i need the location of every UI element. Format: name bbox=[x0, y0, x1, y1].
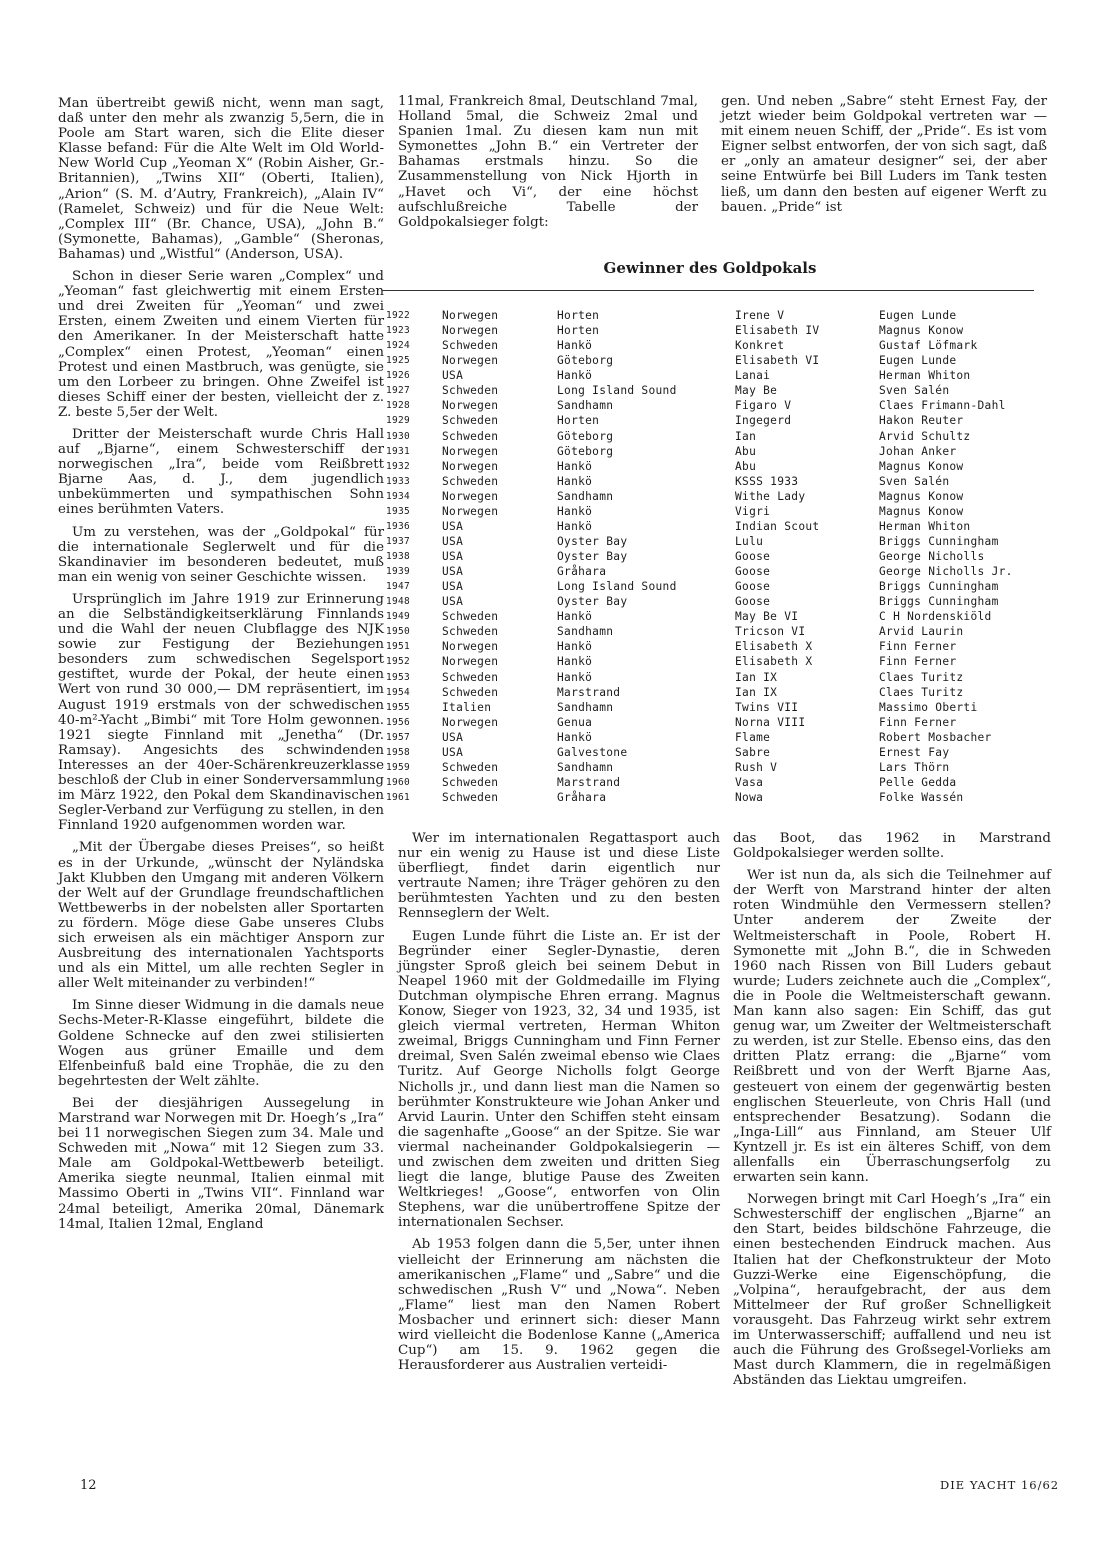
cell-yacht: Norna VIII bbox=[735, 715, 806, 729]
paragraph: Schon in dieser Serie waren „Complex“ und „Yeoman“ fast gleichwertig mit einem Ersten und drei Zweiten für „Yeoman“ und zwei Ersten, einem Zweiten und einem Vierten für den Amerikaner. In der Meisterschaft hatte „Complex“ einen Protest, „Yeoman“ einen Protest und einen Mastbruch, was genügte, sie um den Lorbeer zu bringen. Ohne Zweifel ist dieses Schiff einer der besten, vielleicht der z. Z. beste 5,5er der Welt. bbox=[58, 269, 384, 420]
paragraph: Wer ist nun da, als sich die Teilnehmer auf der Werft von Marstrand hinter der alten roten Windmühle den Vermessern stellen? Unter anderem der Zweite der Weltmeisterschaft in Poole, Robert H. Symonette mit „John B.“, die in Schweden 1960 nach Rissen von Bill Luders gebaut wurde; Luders zeichnete auch die „Complex“, die in Poole die Weltmeisterschaft gewann. Man kann also sagen: Ein Schiff, das gut genug war, um Zweiter der Weltmeisterschaft zu werden, ist zur Stelle. Ebenso eins, das den dritten Platz errang: die „Bjarne“ vom Reißbrett und von der Werft Bjarne Aas, gesteuert von einem der gegenwärtig besten englischen Steuerleute, von Chris Hall (und entsprechender Besatzung). Sodann die „Inga-Lill“ aus Finnland, am Steuer Ulf Kyntzell jr. Es ist ein älteres Schiff, von dem allenfalls ein Überraschungserfolg zu erwarten sein kann. bbox=[733, 868, 1051, 1186]
cell-year: 1922 bbox=[386, 310, 411, 321]
table-row bbox=[386, 730, 1036, 745]
middle-bottom-column bbox=[398, 831, 720, 1380]
cell-venue: Gråhara bbox=[557, 565, 607, 579]
cell-venue: Galvestone bbox=[557, 745, 628, 759]
cell-country: USA bbox=[442, 550, 464, 563]
cell-venue: Genua bbox=[557, 715, 593, 729]
cell-country: Schweden bbox=[442, 474, 499, 488]
cell-venue: Göteborg bbox=[557, 444, 614, 458]
paragraph: 11mal, Frankreich 8mal, Deutschland 7mal, Holland 5mal, die Schweiz 2mal und Spanien 1mal. Zu diesen kam nun mit Symonettes „John B.“ ein Vertreter der Bahamas erstmals hinzu. So die Zusammenstellung von Nick Hjorth in „Havet och Vi“, der eine höchst aufschlußreiche Tabelle der Goldpokalsieger folgt: bbox=[398, 94, 698, 230]
cell-year: 1955 bbox=[386, 701, 411, 713]
paragraph: Dritter der Meisterschaft wurde Chris Hall auf „Bjarne“, einem Schwesterschiff der norwegischen „Ira“, beide vom Reißbrett Bjarne Aas, d. J., dem jugendlich unbekümmerten und sympathischen Sohn eines berühmten Vaters. bbox=[58, 426, 384, 518]
cell-year: 1960 bbox=[386, 776, 411, 788]
cell-country: Schweden bbox=[442, 670, 499, 684]
table-row bbox=[386, 685, 1036, 700]
paragraph: Eugen Lunde führt die Liste an. Er ist der Begründer einer Segler-Dynastie, deren jüngster Sproß gleich bei seinem Debut in Neapel 1960 mit der Goldmedaille im Flying Dutchman olympische Ehren errang. Magnus Konow, Sieger von 1923, 32, 34 und 1935, ist gleich viermal vertreten, Herman Whiton zweimal, Briggs Cunningham und Finn Ferner dreimal, Sven Salén zweimal ebenso wie Claes Turitz. Auf George Nicholls folgt George Nicholls jr., und dann liest man die Namen so berühmter Konstrukteure wie Johan Anker und Arvid Laurin. Unter den Schiffen steht einsam die sagenhafte „Goose“ an der Spitze. Sie war viermal nacheinander Goldpokalsiegerin — und zwischen dem zweiten und dritten Sieg liegt die lange, blutige Pause des Zweiten Weltkrieges! „Goose“, entworfen von Olin Stephens, war die unübertroffene Spitze der internationalen Sechser. bbox=[398, 928, 720, 1231]
cell-yacht: Goose bbox=[735, 580, 771, 594]
cell-country: Schweden bbox=[442, 625, 499, 639]
cell-year: 1930 bbox=[386, 430, 411, 442]
cell-owner: Gustaf Löfmark bbox=[879, 339, 978, 353]
cell-venue: Oyster Bay bbox=[557, 534, 628, 548]
cell-yacht: Abu bbox=[735, 444, 757, 458]
cell-year: 1937 bbox=[386, 535, 411, 547]
right-bottom-column bbox=[733, 831, 1051, 1395]
cell-venue: Hankö bbox=[557, 640, 593, 654]
cell-venue: Hankö bbox=[557, 339, 593, 353]
cell-yacht: Tricson VI bbox=[735, 625, 806, 639]
table-row bbox=[386, 474, 1036, 489]
cell-year: 1947 bbox=[386, 581, 411, 593]
paragraph: Ursprünglich im Jahre 1919 zur Erinnerung an die Selbständigkeitserklärung Finnlands und die Wahl der neuen Clubflagge des NJK sowie zur Festigung der Beziehungen besonders zum schwedischen Segelsport gestiftet, wurde der Pokal, der heute einen Wert von rund 30 000,— DM repräsentiert, im August 1919 erstmals von der schwedischen 40-m²-Yacht „Bimbi“ mit Tore Holm gewonnen. 1921 siegte Finnland mit „Jenetha“ (Dr. Ramsay). Angesichts des schwindenden Interesses an der 40er-Schärenkreuzerklasse beschloß der Club in einer Sonderversammlung im März 1922, den Pokal dem Skandinavischen Segler-Verband zur Verfügung zu stellen, in den Finnland 1920 aufgenommen worden war. bbox=[58, 591, 384, 834]
cell-yacht: Lanai bbox=[735, 369, 771, 383]
table-row bbox=[386, 594, 1036, 609]
cell-yacht: Lulu bbox=[735, 534, 764, 548]
cell-owner: Johan Anker bbox=[879, 444, 957, 458]
cell-owner: Magnus Konow bbox=[879, 489, 964, 503]
cell-country: Norwegen bbox=[442, 655, 499, 669]
cell-owner: Sven Salén bbox=[879, 384, 950, 398]
cell-owner: Finn Ferner bbox=[879, 640, 957, 654]
cell-year: 1939 bbox=[386, 566, 411, 578]
cell-yacht: Goose bbox=[735, 595, 771, 609]
table-row bbox=[386, 549, 1036, 564]
table-row bbox=[386, 413, 1036, 428]
cell-country: Norwegen bbox=[442, 354, 499, 368]
cell-venue: Hankö bbox=[557, 369, 593, 383]
cell-owner: Arvid Schultz bbox=[879, 429, 971, 443]
cell-venue: Hankö bbox=[557, 459, 593, 473]
cell-yacht: Flame bbox=[735, 730, 771, 744]
paragraph: Bei der diesjährigen Aussegelung in Marstrand war Norwegen mit Dr. Hoegh’s „Ira“ bei 11 norwegischen Siegen zum 34. Male und Schweden mit „Nowa“ mit 12 Siegen zum 33. Male am Goldpokal-Wettbewerb beteiligt. Amerika siegte neunmal, Italien einmal mit Massimo Oberti in „Twins VII“. Finnland war 24mal beteiligt, Amerika 20mal, Dänemark 14mal, Italien 12mal, England bbox=[58, 1095, 384, 1232]
table-row bbox=[386, 639, 1036, 654]
table-row bbox=[386, 760, 1036, 775]
cell-owner: Magnus Konow bbox=[879, 324, 964, 338]
cell-yacht: Sabre bbox=[735, 745, 771, 759]
cell-year: 1957 bbox=[386, 731, 411, 743]
cell-venue: Long Island Sound bbox=[557, 384, 677, 398]
cell-country: Norwegen bbox=[442, 459, 499, 473]
cell-year: 1928 bbox=[386, 400, 411, 412]
cell-year: 1936 bbox=[386, 520, 411, 532]
cell-venue: Long Island Sound bbox=[557, 580, 677, 594]
cell-owner: Hakon Reuter bbox=[879, 414, 964, 428]
paragraph: Wer im internationalen Regattasport auch nur ein wenig zu Hause ist und diese Liste überfliegt, findet darin eigentlich nur vertraute Namen; ihre Träger gehören zu den berühmtesten Yachten und zu den besten Rennseglern der Welt. bbox=[398, 831, 720, 922]
cell-venue: Marstrand bbox=[557, 685, 621, 699]
cell-venue: Göteborg bbox=[557, 429, 614, 443]
paragraph: gen. Und neben „Sabre“ steht Ernest Fay, der jetzt wieder beim Goldpokal vertreten war — mit einem neuen Schiff, der „Pride“. Es ist vom Eigner selbst entworfen, der von sich sagt, daß er „only an amateur designer“ sei, der aber seine Entwürfe bei Bill Luders im Tank testen ließ, um dann den besten auf eigener Werft zu bauen. „Pride“ ist bbox=[721, 94, 1047, 215]
table-row bbox=[386, 444, 1036, 459]
table-row bbox=[386, 700, 1036, 715]
cell-country: Schweden bbox=[442, 775, 499, 789]
magazine-footer: DIE YACHT 16/62 bbox=[940, 1478, 1060, 1492]
cell-owner: Sven Salén bbox=[879, 474, 950, 488]
cell-yacht: Vasa bbox=[735, 775, 764, 789]
table-row bbox=[386, 429, 1036, 444]
cell-owner: Folke Wassén bbox=[879, 791, 964, 804]
table-row bbox=[386, 790, 1036, 805]
cell-yacht: Elisabeth X bbox=[735, 655, 813, 669]
cell-venue: Göteborg bbox=[557, 354, 614, 368]
cell-year: 1933 bbox=[386, 475, 411, 487]
cell-owner: Finn Ferner bbox=[879, 655, 957, 669]
table-row bbox=[386, 609, 1036, 624]
cell-year: 1923 bbox=[386, 325, 411, 337]
cell-owner: Eugen Lunde bbox=[879, 309, 957, 322]
cell-country: Norwegen bbox=[442, 489, 499, 503]
table-row bbox=[386, 579, 1036, 594]
paragraph: Um zu verstehen, was der „Goldpokal“ für die internationale Seglerwelt und für die Skandinavier im besonderen bedeutet, muß man ein wenig von seiner Geschichte wissen. bbox=[58, 524, 384, 585]
table-row bbox=[386, 534, 1036, 549]
cell-venue: Oyster Bay bbox=[557, 550, 628, 563]
cell-yacht: Elisabeth VI bbox=[735, 354, 820, 368]
cell-owner: Herman Whiton bbox=[879, 369, 971, 383]
cell-country: Norwegen bbox=[442, 444, 499, 458]
cell-owner: Pelle Gedda bbox=[879, 775, 957, 789]
table-row bbox=[386, 624, 1036, 639]
cell-country: USA bbox=[442, 369, 464, 383]
cell-yacht: Elisabeth IV bbox=[735, 324, 820, 338]
cell-country: Norwegen bbox=[442, 309, 499, 322]
cell-year: 1938 bbox=[386, 551, 411, 562]
cell-country: USA bbox=[442, 580, 464, 594]
left-column bbox=[58, 96, 384, 1239]
cell-yacht: May Be bbox=[735, 384, 778, 398]
cell-owner: Briggs Cunningham bbox=[879, 534, 999, 548]
cell-owner: Magnus Konow bbox=[879, 504, 964, 518]
table-row bbox=[386, 459, 1036, 474]
cell-owner: Finn Ferner bbox=[879, 715, 957, 729]
cell-year: 1935 bbox=[386, 505, 411, 517]
table-row bbox=[386, 383, 1036, 398]
cell-venue: Sandhamn bbox=[557, 760, 614, 774]
winners-table-body bbox=[386, 308, 1036, 805]
table-row bbox=[386, 519, 1036, 534]
cell-year: 1934 bbox=[386, 490, 411, 502]
table-row bbox=[386, 338, 1036, 353]
right-top-column bbox=[721, 94, 1047, 222]
cell-venue: Hankö bbox=[557, 730, 593, 744]
cell-owner: Massimo Oberti bbox=[879, 700, 978, 714]
cell-yacht: Withe Lady bbox=[735, 489, 806, 503]
cell-venue: Sandhamn bbox=[557, 625, 614, 639]
cell-yacht: Ian bbox=[735, 429, 757, 443]
cell-country: Italien bbox=[442, 700, 492, 714]
cell-year: 1948 bbox=[386, 596, 411, 608]
cell-country: USA bbox=[442, 519, 464, 533]
cell-country: Schweden bbox=[442, 384, 499, 398]
table-row bbox=[386, 745, 1036, 760]
cell-venue: Hankö bbox=[557, 670, 593, 684]
cell-yacht: Goose bbox=[735, 565, 771, 579]
cell-country: USA bbox=[442, 595, 464, 609]
cell-year: 1956 bbox=[386, 716, 411, 728]
cell-country: Schweden bbox=[442, 339, 499, 353]
cell-venue: Gråhara bbox=[557, 791, 607, 804]
cell-owner: Ernest Fay bbox=[879, 745, 950, 759]
winners-table bbox=[386, 308, 1036, 805]
cell-venue: Oyster Bay bbox=[557, 595, 628, 609]
cell-yacht: Elisabeth X bbox=[735, 640, 813, 654]
cell-yacht: Ian IX bbox=[735, 670, 778, 684]
cell-owner: Robert Mosbacher bbox=[879, 730, 992, 744]
cell-owner: Claes Frimann-Dahl bbox=[879, 399, 1006, 413]
cell-country: USA bbox=[442, 745, 464, 759]
cell-country: Schweden bbox=[442, 760, 499, 774]
table-row bbox=[386, 654, 1036, 669]
cell-year: 1951 bbox=[386, 641, 411, 653]
cell-venue: Sandhamn bbox=[557, 399, 614, 413]
cell-year: 1953 bbox=[386, 671, 411, 683]
cell-country: USA bbox=[442, 730, 464, 744]
cell-country: Norwegen bbox=[442, 640, 499, 654]
table-row bbox=[386, 489, 1036, 504]
cell-year: 1926 bbox=[386, 370, 411, 382]
cell-venue: Horten bbox=[557, 324, 600, 338]
cell-year: 1958 bbox=[386, 746, 411, 758]
cell-venue: Hankö bbox=[557, 504, 593, 518]
cell-country: USA bbox=[442, 534, 464, 548]
cell-country: Schweden bbox=[442, 429, 499, 443]
cell-owner: Briggs Cunningham bbox=[879, 580, 999, 594]
cell-owner: Briggs Cunningham bbox=[879, 595, 999, 609]
cell-yacht: Indian Scout bbox=[735, 519, 820, 533]
paragraph: Im Sinne dieser Widmung in die damals neue Sechs-Meter-R-Klasse eingeführt, bildete die Goldene Schnecke auf den zwei stilisierten Wogen aus grüner Emaille und dem Elfenbeinfuß bald eine Trophäe, die zu den begehrtesten der Welt zählte. bbox=[58, 998, 384, 1089]
table-row bbox=[386, 670, 1036, 685]
paragraph: Norwegen bringt mit Carl Hoegh’s „Ira“ ein Schwesterschiff der englischen „Bjarne“ an den Start, beides bildschöne Fahrzeuge, die einen bestechenden Eindruck machen. Aus Italien hat der Chefkonstrukteur der Moto Guzzi-Werke eine Eigenschöpfung, die „Volpina“, heraufgebracht, der aus dem Mittelmeer der Ruf großer Schnelligkeit vorausgeht. Das Fahrzeug wirkt sehr extrem im Unterwasserschiff; auffallend und neu ist auch die Führung des Großsegel-Vorlieks am Mast durch Klammern, die in regelmäßigen Abständen das Liektau umgreifen. bbox=[733, 1192, 1051, 1389]
cell-owner: C H Nordenskiöld bbox=[879, 610, 992, 624]
cell-yacht: Ian IX bbox=[735, 685, 778, 699]
cell-year: 1954 bbox=[386, 686, 411, 698]
cell-country: Schweden bbox=[442, 610, 499, 624]
cell-yacht: May Be VI bbox=[735, 610, 799, 624]
cell-venue: Horten bbox=[557, 414, 600, 428]
cell-year: 1959 bbox=[386, 761, 411, 773]
page-number: 12 bbox=[80, 1478, 97, 1493]
cell-owner: George Nicholls bbox=[879, 550, 985, 563]
cell-yacht: Figaro V bbox=[735, 399, 792, 413]
cell-year: 1950 bbox=[386, 626, 411, 638]
table-row bbox=[386, 775, 1036, 790]
middle-top-column bbox=[398, 94, 698, 237]
paragraph: Ab 1953 folgen dann die 5,5er, unter ihnen vielleicht der Erinnerung am nächsten die amerikanischen „Flame“ und „Sabre“ und die schwedischen „Rush V“ und „Nowa“. Neben „Flame“ liest man den Namen Robert Mosbacher und erinnert sich: dieser Mann wird vielleicht die Bodenlose Kanne („America Cup“) am 15. 9. 1962 gegen die Herausforderer aus Australien verteidi- bbox=[398, 1237, 720, 1374]
paragraph: das Boot, das 1962 in Marstrand Goldpokalsieger werden sollte. bbox=[733, 831, 1051, 862]
table-divider bbox=[382, 290, 1034, 291]
cell-yacht: Nowa bbox=[735, 791, 764, 804]
cell-country: Norwegen bbox=[442, 324, 499, 338]
cell-country: Schweden bbox=[442, 791, 499, 804]
cell-venue: Hankö bbox=[557, 519, 593, 533]
cell-owner: Herman Whiton bbox=[879, 519, 971, 533]
cell-yacht: Abu bbox=[735, 459, 757, 473]
paragraph: „Mit der Übergabe dieses Preises“, so heißt es in der Urkunde, „wünscht der Nyländska Jakt Klubben den Umgang mit anderen Völkern der Welt auf der Grundlage freundschaftlichen Wettbewerbs in der nobelsten aller Sportarten zu fördern. Möge diese Gabe unseres Clubs sich erweisen als ein mächtiger Ansporn zur Ausbreitung des internationalen Yachtsports und als ein Mittel, um alle rechten Segler in aller Welt miteinander zu verbinden!“ bbox=[58, 840, 384, 992]
cell-country: Schweden bbox=[442, 414, 499, 428]
cell-country: USA bbox=[442, 565, 464, 579]
cell-country: Norwegen bbox=[442, 715, 499, 729]
cell-year: 1932 bbox=[386, 460, 411, 472]
cell-venue: Hankö bbox=[557, 610, 593, 624]
cell-owner: Magnus Konow bbox=[879, 459, 964, 473]
table-row bbox=[386, 564, 1036, 579]
table-row bbox=[386, 368, 1036, 383]
cell-country: Schweden bbox=[442, 685, 499, 699]
cell-yacht: Twins VII bbox=[735, 700, 799, 714]
cell-owner: Lars Thörn bbox=[879, 760, 950, 774]
cell-venue: Sandhamn bbox=[557, 700, 614, 714]
table-row bbox=[386, 353, 1036, 368]
cell-yacht: Goose bbox=[735, 550, 771, 563]
cell-venue: Hankö bbox=[557, 655, 593, 669]
table-title: Gewinner des Goldpokals bbox=[603, 259, 817, 277]
cell-yacht: Vigri bbox=[735, 504, 771, 518]
cell-year: 1927 bbox=[386, 385, 411, 397]
cell-venue: Horten bbox=[557, 309, 600, 322]
cell-owner: Eugen Lunde bbox=[879, 354, 957, 368]
cell-owner: Arvid Laurin bbox=[879, 625, 964, 639]
cell-venue: Hankö bbox=[557, 474, 593, 488]
cell-year: 1952 bbox=[386, 656, 411, 668]
cell-year: 1925 bbox=[386, 355, 411, 367]
table-row bbox=[386, 715, 1036, 730]
cell-year: 1929 bbox=[386, 415, 411, 427]
cell-venue: Marstrand bbox=[557, 775, 621, 789]
cell-yacht: Irene V bbox=[735, 309, 785, 322]
cell-year: 1949 bbox=[386, 611, 411, 623]
cell-year: 1961 bbox=[386, 792, 411, 803]
cell-owner: George Nicholls Jr. bbox=[879, 565, 1013, 579]
cell-owner: Claes Turitz bbox=[879, 670, 964, 684]
table-row bbox=[386, 504, 1036, 519]
cell-yacht: Konkret bbox=[735, 339, 785, 353]
cell-yacht: KSSS 1933 bbox=[735, 474, 799, 488]
paragraph: Man übertreibt gewiß nicht, wenn man sagt, daß unter den mehr als zwanzig 5,5ern, die in Poole am Start waren, sich die Elite dieser Klasse befand: Für die Alte Welt im Old World-New World Cup „Yeoman X“ (Robin Aisher, Gr.-Britannien), „Twins XII“ (Oberti, Italien), „Arion“ (S. M. d’Autry, Frankreich), „Alain IV“ (Ramelet, Schweiz) und für die Neue Welt: „Complex III“ (Br. Chance, USA), „John B.“ (Symonette, Bahamas), „Gamble“ (Sheronas, Bahamas) und „Wistful“ (Anderson, USA). bbox=[58, 96, 384, 262]
table-row bbox=[386, 308, 1036, 323]
cell-yacht: Ingegerd bbox=[735, 414, 792, 428]
cell-country: Norwegen bbox=[442, 399, 499, 413]
table-row bbox=[386, 398, 1036, 413]
cell-country: Norwegen bbox=[442, 504, 499, 518]
cell-year: 1924 bbox=[386, 340, 411, 352]
table-row bbox=[386, 323, 1036, 338]
cell-venue: Sandhamn bbox=[557, 489, 614, 503]
cell-owner: Claes Turitz bbox=[879, 685, 964, 699]
cell-yacht: Rush V bbox=[735, 760, 778, 774]
cell-year: 1931 bbox=[386, 445, 411, 457]
